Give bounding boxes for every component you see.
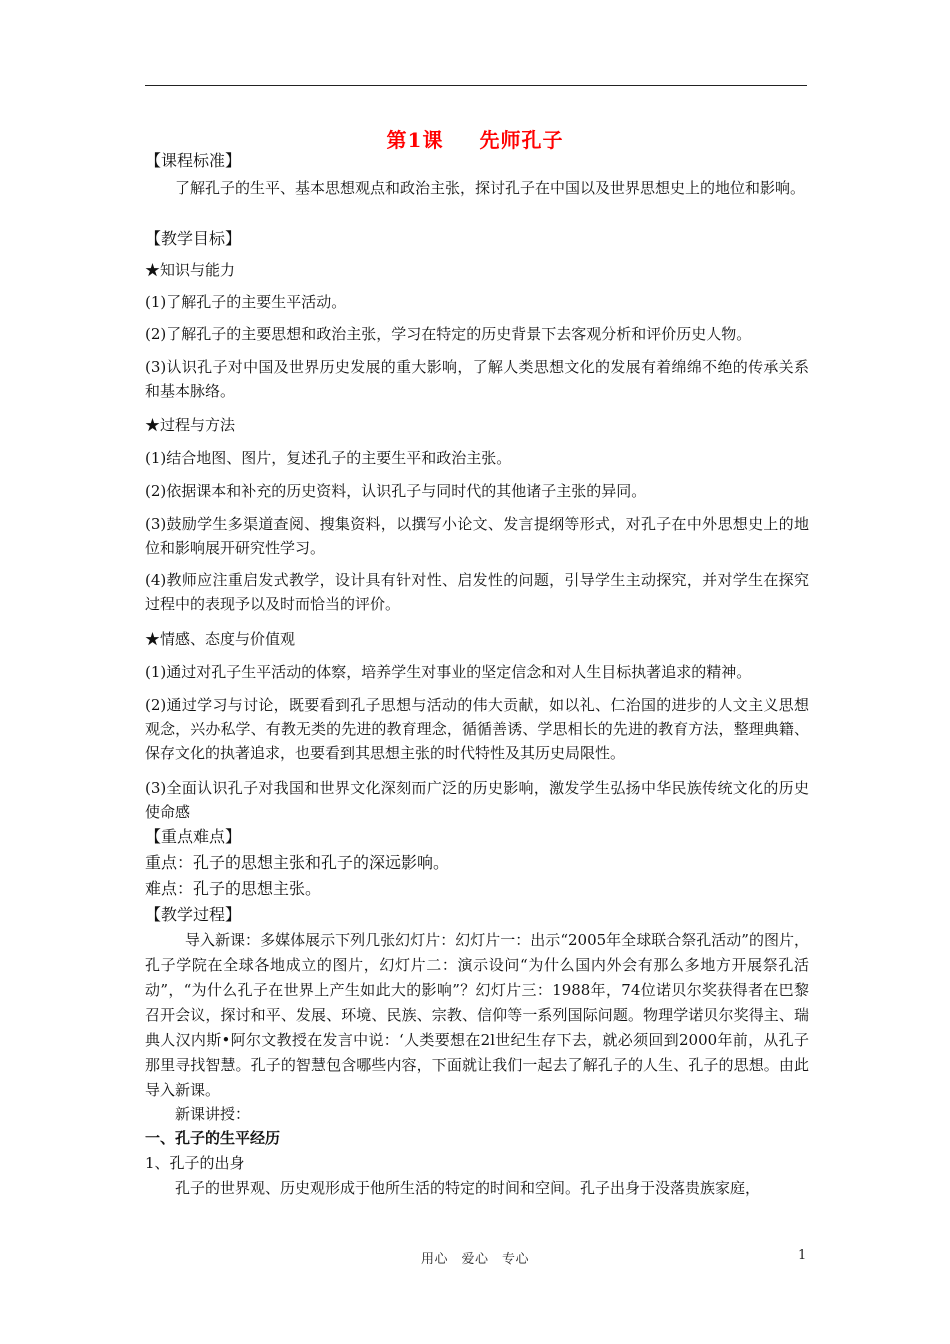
method-item: (3)鼓励学生多渠道查阅、搜集资料，以撰写小论文、发言提纲等形式，对孔子在中外思想史上的地位和影响展开研究性学习。 — [145, 515, 809, 557]
sub-heading-origin: 1、孔子的出身 — [145, 1154, 245, 1172]
emotion-item: (2)通过学习与讨论，既要看到孔子思想与活动的伟大贡献，如以礼、仁治国的进步的人文主义思想观念，兴办私学、有教无类的先进的教育理念，循循善诱、学思相长的先进的教育方法，整理典籍、保存文化的执著追求，也要看到其思想主张的时代特性及其历史局限性。 — [145, 696, 809, 762]
ability-item: (3)认识孔子对中国及世界历史发展的重大影响，了解人类思想文化的发展有着绵绵不绝的传承关系和基本脉络。 — [145, 358, 809, 400]
standard-paragraph: 了解孔子的生平、基本思想观点和政治主张，探讨孔子在中国以及世界思想史上的地位和影响。 — [175, 179, 806, 197]
method-heading: ★过程与方法 — [145, 416, 236, 434]
header-rule — [145, 85, 807, 86]
method-item: (2)依据课本和补充的历史资料，认识孔子与同时代的其他诸子主张的异同。 — [145, 482, 647, 500]
origin-paragraph: 孔子的世界观、历史观形成于他所生活的特定的时间和空间。孔子出身于没落贵族家庭， — [175, 1179, 761, 1197]
part-one-heading: 一、孔子的生平经历 — [145, 1129, 281, 1147]
lesson-name: 先师孔子 — [479, 128, 564, 152]
section-heading-standard: 【课程标准】 — [145, 151, 242, 170]
ability-item: (2)了解孔子的主要思想和政治主张，学习在特定的历史背景下去客观分析和评价历史人物。 — [145, 325, 752, 343]
method-item: (1)结合地图、图片，复述孔子的主要生平和政治主张。 — [145, 449, 512, 467]
emotion-item: (3)全面认识孔子对我国和世界文化深刻而广泛的历史影响，激发学生弘扬中华民族传统文化的历史使命感 — [145, 779, 809, 821]
footer-motto: 用心 爱心 专心 — [420, 1252, 529, 1267]
lesson-number: 第1课 — [386, 128, 444, 152]
section-heading-process: 【教学过程】 — [145, 905, 242, 924]
ability-item: (1)了解孔子的主要生平活动。 — [145, 293, 347, 311]
new-lesson-label: 新课讲授： — [175, 1105, 251, 1123]
key-point-text: 重点：孔子的思想主张和孔子的深远影响。 — [145, 853, 450, 872]
method-item: (4)教师应注重启发式教学，设计具有针对性、启发性的问题，引导学生主动探究，并对学生在探究过程中的表现予以及时而恰当的评价。 — [145, 571, 809, 613]
intro-paragraph: 导入新课：多媒体展示下列几张幻灯片：幻灯片一：出示“2005年全球联合祭孔活动”的图片，孔子学院在全球各地成立的图片，幻灯片二：演示设问“为什么国内外会有那么多地方开展祭孔活动”，“为什么孔子在世界上产生如此大的影响”？幻灯片三：1988年，74位诺贝尔奖获得者在巴黎召开会议，探讨和平、发展、环境、民族、宗教、信仰等一系列国际问题。物理学诺贝尔奖得主、瑞典人汉内斯•阿尔文教授在发言中说：‘人类要想在2l世纪生存下去，就必须回到2000年前，从孔子那里寻找智慧。孔子的智慧包含哪些内容，下面就让我们一起去了解孔子的人生、孔子的思想。由此导入新课。 — [145, 931, 809, 1099]
emotion-item: (1)通过对孔子生平活动的体察，培养学生对事业的坚定信念和对人生目标执著追求的精神。 — [145, 663, 752, 681]
emotion-heading: ★情感、态度与价值观 — [145, 630, 296, 648]
page-number: 1 — [798, 1248, 807, 1263]
ability-heading: ★知识与能力 — [145, 261, 236, 279]
section-heading-keypoints: 【重点难点】 — [145, 827, 242, 846]
section-heading-goals: 【教学目标】 — [145, 229, 242, 248]
difficult-point-text: 难点：孔子的思想主张。 — [145, 879, 322, 898]
